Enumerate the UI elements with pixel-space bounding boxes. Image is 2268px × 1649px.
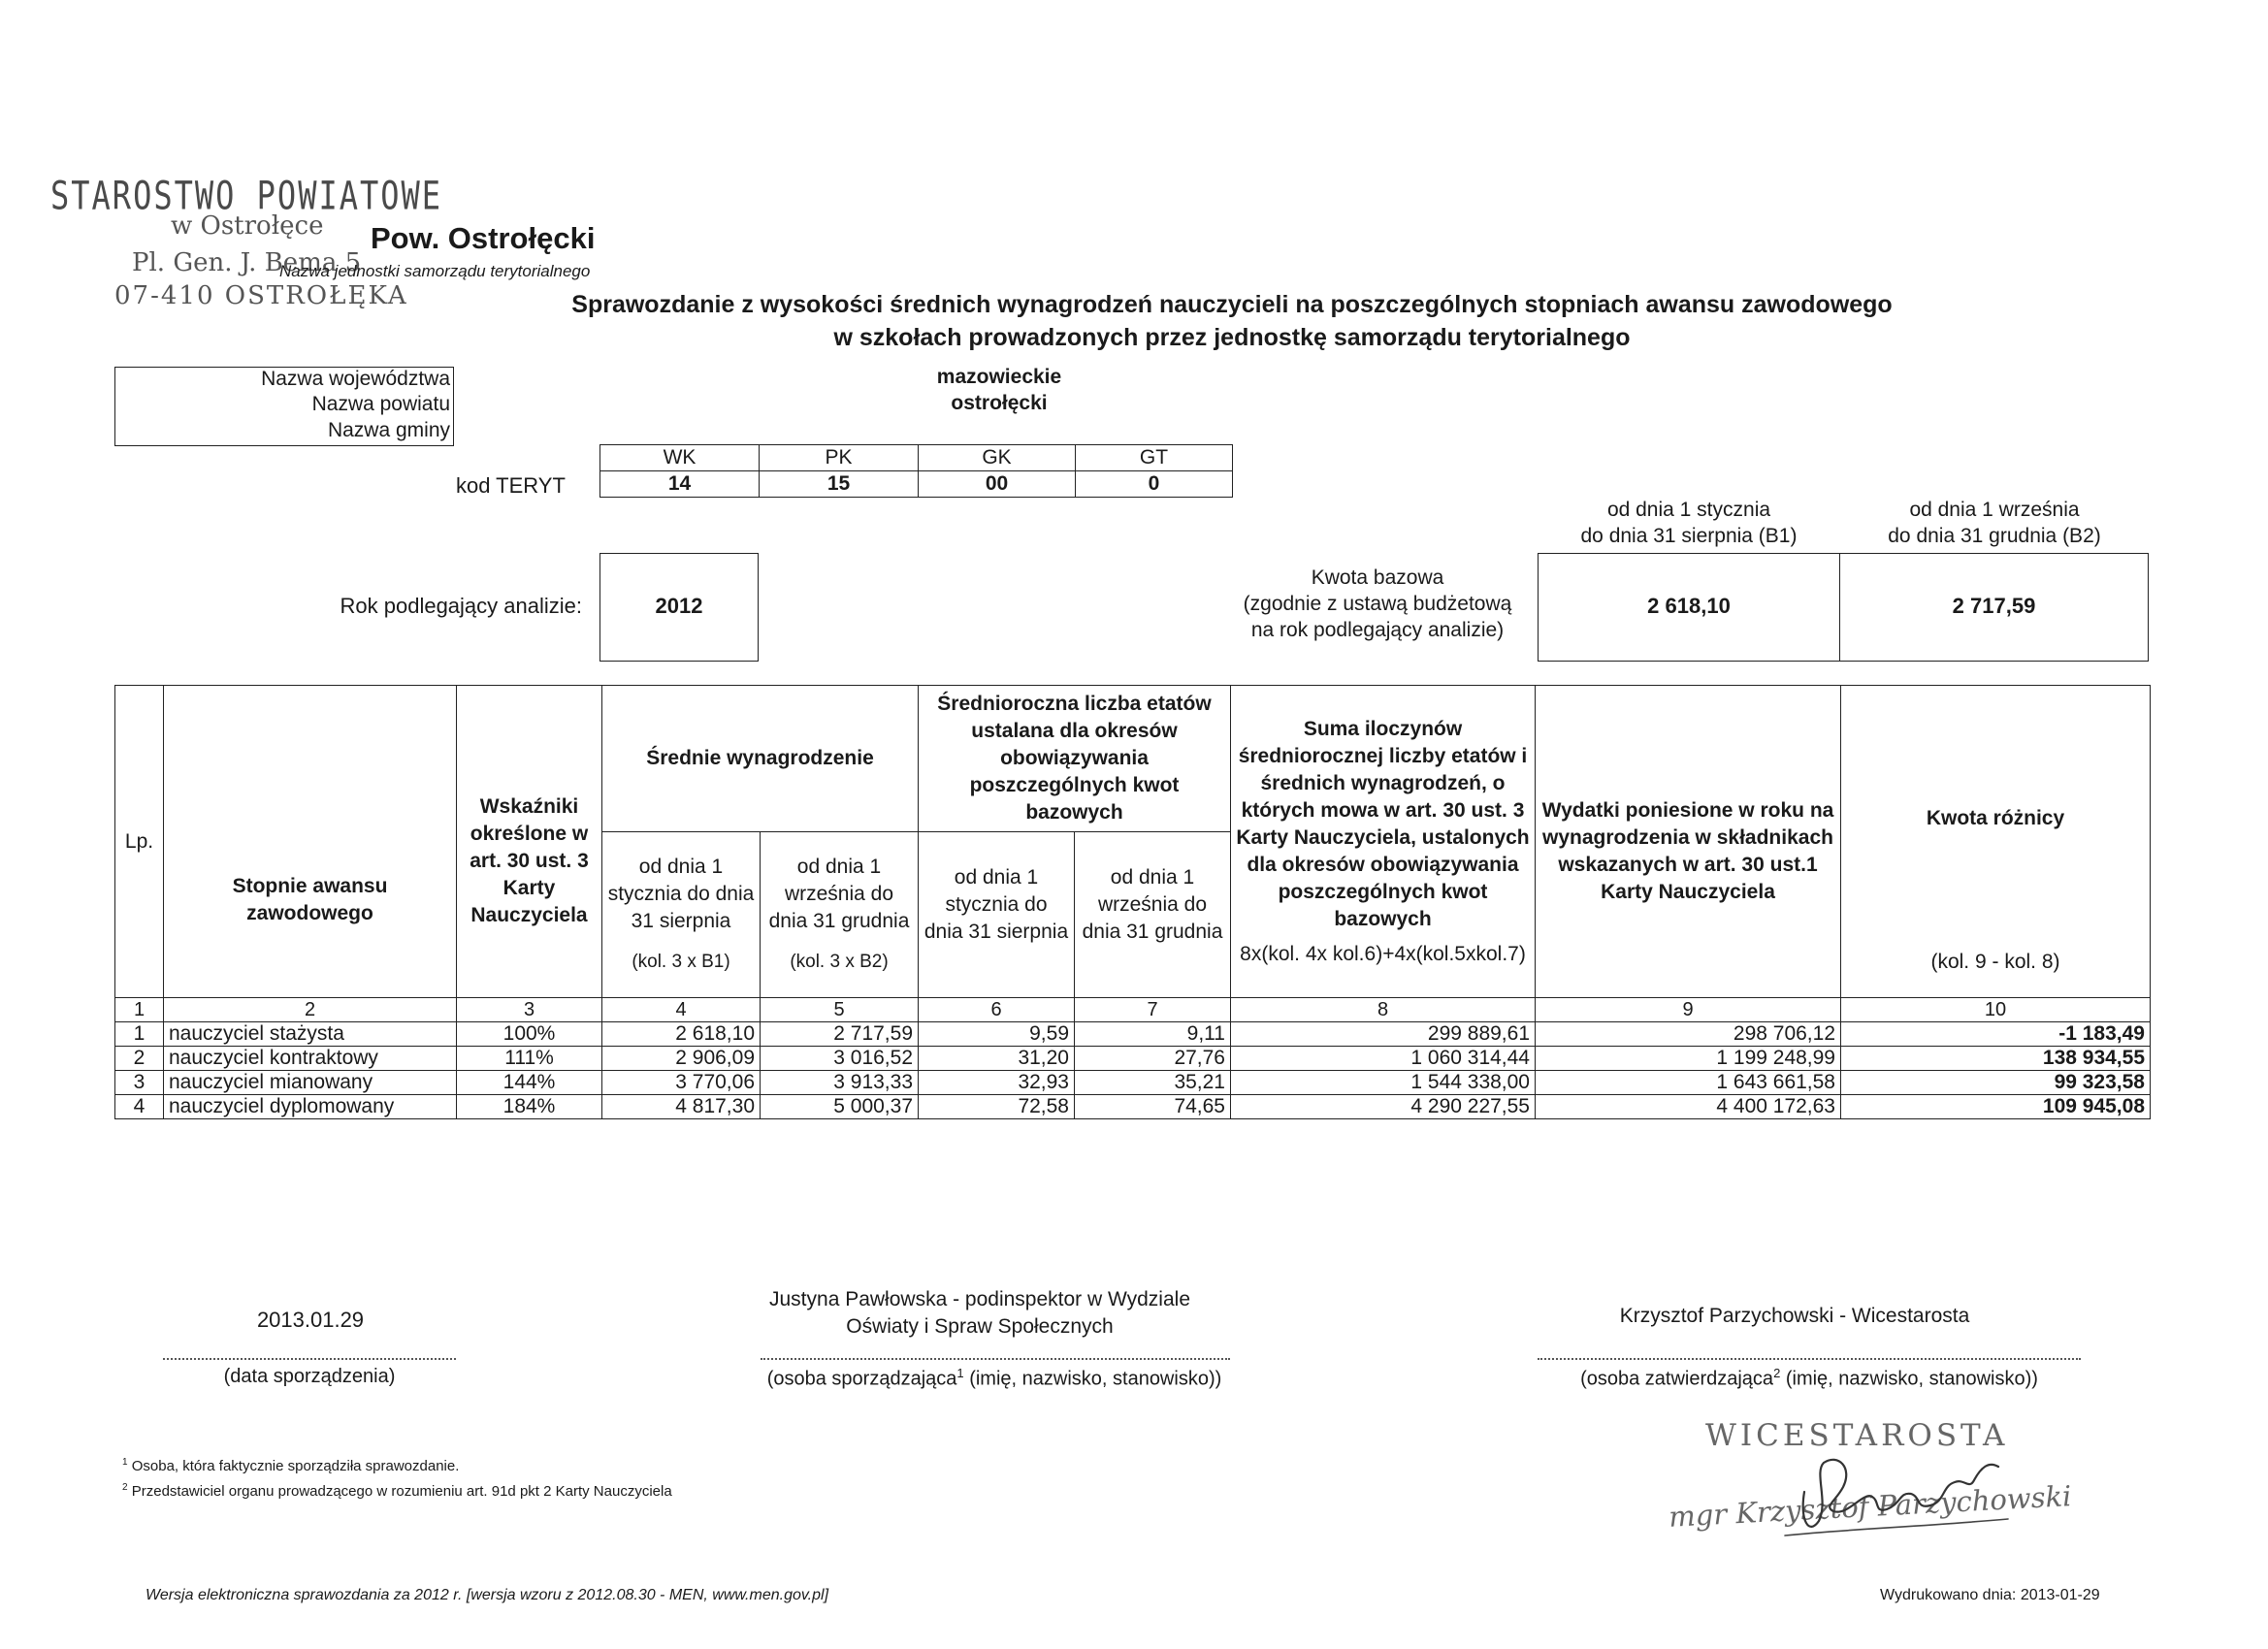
teryt-value-gk: 00 [919,471,1076,498]
col-number: 1 [115,998,164,1022]
row-indicator: 100% [457,1022,602,1047]
row-fte-b2: 9,11 [1075,1022,1231,1047]
office-stamp-line1: STAROSTWO POWIATOWE [50,173,443,219]
row-lp: 1 [115,1022,164,1047]
b1-header-line2: do dnia 31 sierpnia (B1) [1580,525,1798,547]
date-caption: (data sporządzenia) [223,1366,396,1387]
row-promotion-level: nauczyciel stażysta [164,1022,457,1047]
teryt-header-pk: PK [760,445,919,471]
teryt-value-wk: 14 [600,471,760,498]
preparer-caption-a: (osoba sporządzająca [766,1368,957,1390]
b2-header-line2: do dnia 31 grudnia (B2) [1888,525,2101,547]
row-salary-b1: 4 817,30 [602,1095,761,1119]
approver-caption [1538,1366,2081,1391]
table-row [115,1095,2151,1119]
row-difference: -1 183,49 [1841,1022,2151,1047]
row-difference: 99 323,58 [1841,1071,2151,1095]
preparer-caption-sup: 1 [956,1366,964,1380]
approver-signature-line [1538,1358,2081,1360]
row-salary-b2: 3 016,52 [761,1047,919,1071]
row-fte-b1: 31,20 [919,1047,1075,1071]
table-row [115,1071,2151,1095]
office-stamp-line4: 07-410 OSTROŁĘKA [114,281,408,310]
row-fte-b1: 32,93 [919,1071,1075,1095]
header-sum-products-formula: 8x(kol. 4x kol.6)+4x(kol.5xkol.7) [1240,942,1526,965]
row-promotion-level: nauczyciel dyplomowany [164,1095,457,1119]
row-fte-b2: 74,65 [1075,1095,1231,1119]
b1-value: 2 618,10 [1647,594,1731,618]
table-row [115,1047,2151,1071]
report-title-line2: w szkołach prowadzonych przez jednostkę samorządu terytorialnego [833,324,1631,351]
row-promotion-level: nauczyciel mianowany [164,1071,457,1095]
official-stamp-name: mgr Krzysztof Parzychowski [1668,1479,2073,1534]
header-difference-text: Kwota różnicy [1926,806,2065,829]
label-voivodeship: Nazwa województwa [261,368,450,390]
row-salary-b2: 5 000,37 [761,1095,919,1119]
preparer-caption [737,1366,1251,1391]
footnote-1-marker: 1 [122,1457,128,1468]
col-number: 4 [602,998,761,1022]
row-fte-b1: 9,59 [919,1022,1075,1047]
col-number: 2 [164,998,457,1022]
header-promotion-level [164,686,457,998]
col-number: 5 [761,998,919,1022]
label-commune: Nazwa gminy [327,419,450,441]
footnote-1-text: Osoba, która faktycznie sporządziła sprawozdanie. [127,1458,460,1474]
approver-name: Krzysztof Parzychowski - Wicestarosta [1619,1305,1970,1327]
row-indicator: 111% [457,1047,602,1071]
b2-value: 2 717,59 [1952,594,2036,618]
row-fte-b1: 72,58 [919,1095,1075,1119]
preparer-line2: Oświaty i Spraw Społecznych [846,1315,1114,1338]
row-salary-b2: 3 913,33 [761,1071,919,1095]
header-sum-products-text: Suma iloczynów średniorocznej liczby etatów i średnich wynagrodzeń, o których mowa w art. 30 ust. 3 Karty Nauczyciela, ustalonych dla okresów obowiązywania poszczególnych kwot bazowych [1236,717,1530,930]
table-row [115,1022,2151,1047]
b2-header-line1: od dnia 1 września [1909,499,2080,521]
row-salary-b2: 2 717,59 [761,1022,919,1047]
header-sum-products [1231,686,1536,998]
row-salary-b1: 2 906,09 [602,1047,761,1071]
salary-table [114,685,2151,1119]
footer-version: Wersja elektroniczna sprawozdania za 2012 r. [wersja wzoru z 2012.08.30 - MEN, www.men.gov.pl] [146,1587,829,1603]
teryt-table [599,444,1233,498]
row-fte-b2: 27,76 [1075,1047,1231,1071]
row-indicator: 184% [457,1095,602,1119]
header-indicators: Wskaźniki określone w art. 30 ust. 3 Karty Nauczyciela [457,686,602,998]
header-expenses: Wydatki poniesione w roku na wynagrodzenia w składnikach wskazanych w art. 30 ust.1 Karty Nauczyciela [1536,686,1841,998]
row-fte-b2: 35,21 [1075,1071,1231,1095]
base-amount-label-line2: (zgodnie z ustawą budżetową [1243,593,1512,615]
office-stamp-line3: Pl. Gen. J. Bema 5 [132,248,362,277]
row-lp: 3 [115,1071,164,1095]
report-date: 2013.01.29 [256,1308,365,1332]
header-salary-b2-formula: (kol. 3 x B2) [790,952,889,972]
header-difference [1841,686,2151,998]
row-expenses: 1 643 661,58 [1536,1071,1841,1095]
header-lp: Lp. [115,686,164,998]
col-number: 6 [919,998,1075,1022]
teryt-value-pk: 15 [760,471,919,498]
row-sum: 299 889,61 [1231,1022,1536,1047]
footnote-2 [122,1482,672,1500]
footnote-2-marker: 2 [122,1482,128,1493]
row-salary-b1: 3 770,06 [602,1071,761,1095]
teryt-value-gt: 0 [1076,471,1233,498]
b1-header-line1: od dnia 1 stycznia [1606,499,1771,521]
row-sum: 1 544 338,00 [1231,1071,1536,1095]
header-salary-b2-text: od dnia 1 września do dnia 31 grudnia [768,856,910,932]
col-number: 8 [1231,998,1536,1022]
col-number: 10 [1841,998,2151,1022]
row-sum: 1 060 314,44 [1231,1047,1536,1071]
col-number: 3 [457,998,602,1022]
handwritten-signature-icon [1766,1443,2037,1550]
office-stamp-line2: w Ostrołęce [171,211,324,241]
label-county: Nazwa powiatu [311,393,450,415]
col-number: 7 [1075,998,1231,1022]
unit-caption: Nazwa jednostki samorządu terytorialnego [279,262,591,280]
row-salary-b1: 2 618,10 [602,1022,761,1047]
footnote-1 [122,1457,459,1474]
base-amount-label-line3: na rok podlegający analizie) [1250,619,1505,641]
row-indicator: 144% [457,1071,602,1095]
col-number: 9 [1536,998,1841,1022]
year-value: 2012 [655,594,703,618]
footnote-2-text: Przedstawiciel organu prowadzącego w rozumieniu art. 91d pkt 2 Karty Nauczyciela [127,1483,672,1500]
row-lp: 4 [115,1095,164,1119]
row-difference: 138 934,55 [1841,1047,2151,1071]
teryt-label: kod TERYT [456,473,566,498]
header-salary-b2 [761,832,919,998]
preparer-line1: Justyna Pawłowska - podinspektor w Wydziale [769,1288,1190,1310]
preparer-caption-b: (imię, nazwisko, stanowisko)) [963,1368,1222,1390]
header-salary-b1-formula: (kol. 3 x B1) [632,952,730,972]
approver-caption-b: (imię, nazwisko, stanowisko)) [1780,1368,2038,1390]
row-promotion-level: nauczyciel kontraktowy [164,1047,457,1071]
row-expenses: 4 400 172,63 [1536,1095,1841,1119]
unit-name: Pow. Ostrołęcki [371,221,596,255]
base-amount-label-line1: Kwota bazowa [1311,566,1444,589]
teryt-header-wk: WK [600,445,760,471]
header-average-salary: Średnie wynagrodzenie [602,686,919,832]
row-lp: 2 [115,1047,164,1071]
year-label: Rok podlegający analizie: [340,594,582,618]
header-fte-b2: od dnia 1 września do dnia 31 grudnia [1075,832,1231,998]
row-expenses: 298 706,12 [1536,1022,1841,1047]
header-fte-b1: od dnia 1 stycznia do dnia 31 sierpnia [919,832,1075,998]
preparer-signature-line [761,1358,1230,1360]
date-signature-line [163,1358,456,1360]
header-promotion-level-text: Stopnie awansu zawodowego [232,874,388,924]
row-expenses: 1 199 248,99 [1536,1047,1841,1071]
county-value: ostrołęcki [951,392,1048,414]
voivodeship-value: mazowieckie [936,366,1062,388]
approver-caption-sup: 2 [1773,1366,1781,1380]
header-fte-count: Średnioroczna liczba etatów ustalana dla okresów obowiązywania poszczególnych kwot bazowych [919,686,1231,832]
teryt-header-gk: GK [919,445,1076,471]
header-salary-b1 [602,832,761,998]
row-difference: 109 945,08 [1841,1095,2151,1119]
header-salary-b1-text: od dnia 1 stycznia do dnia 31 sierpnia [607,856,755,932]
teryt-header-gt: GT [1076,445,1233,471]
header-difference-formula: (kol. 9 - kol. 8) [1930,950,2060,973]
row-sum: 4 290 227,55 [1231,1095,1536,1119]
footer-printed-date: Wydrukowano dnia: 2013-01-29 [1880,1587,2100,1603]
approver-caption-a: (osoba zatwierdzająca [1580,1368,1774,1390]
report-title-line1: Sprawozdanie z wysokości średnich wynagrodzeń nauczycieli na poszczególnych stopniach awansu zawodowego [571,291,1893,318]
official-stamp-title: WICESTAROSTA [1705,1418,2009,1453]
